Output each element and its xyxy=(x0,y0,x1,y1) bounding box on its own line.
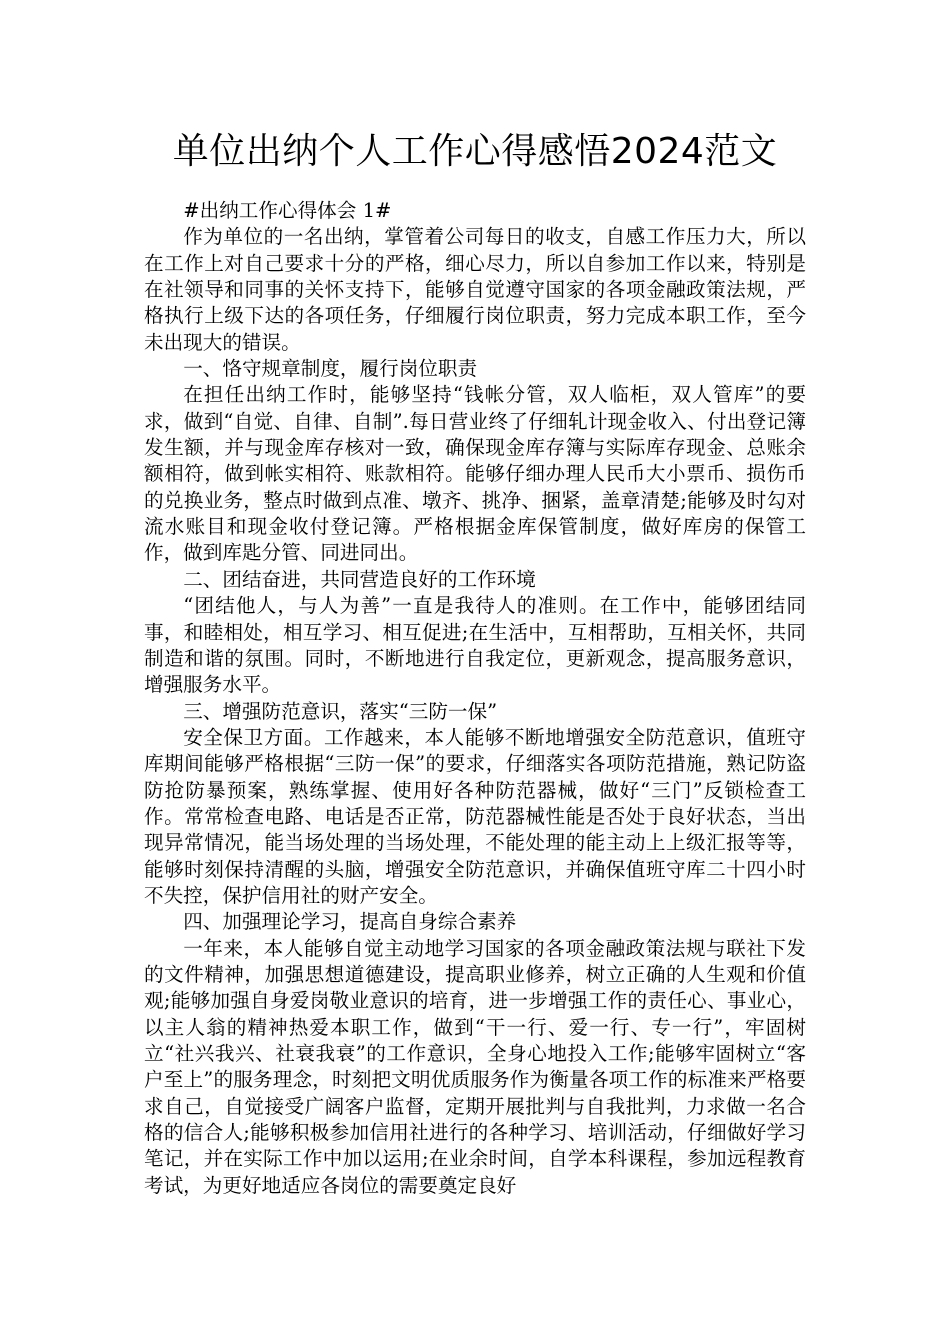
section-heading-2: 二、团结奋进，共同营造良好的工作环境 xyxy=(183,567,536,591)
document-body xyxy=(144,198,806,1199)
paragraph-heading-marker: #出纳工作心得体会 1# xyxy=(183,199,392,222)
paragraph-section-3: 安全保卫方面。工作越来，本人能够不断地增强安全防范意识，值班守库期间能够严格根据“三防一保”的要求，仔细落实各项防范措施，熟记防盗防抢防暴预案，熟练掌握、使用好各种防范器械，做好“三门”反锁检查工作。常常检查电路、电话是否正常，防范器械性能是否处于良好状态，当出现异常情况，能当场处理的当场处理，不能处理的能主动上上级汇报等等，能够时刻保持清醒的头脑，增强安全防范意识，并确保值班守库二十四小时不失控，保护信用社的财产安全。 xyxy=(144,725,806,907)
document-title: 单位出纳个人工作心得感悟2024范文 xyxy=(172,131,778,172)
paragraph-intro: 作为单位的一名出纳，掌管着公司每日的收支，自感工作压力大，所以在工作上对自己要求十分的严格，细心尽力，所以自参加工作以来，特别是在社领导和同事的关怀支持下，能够自觉遵守国家的各项金融政策法规，严格执行上级下达的各项任务，仔细履行岗位职责，努力完成本职工作，至今未出现大的错误。 xyxy=(144,225,806,354)
section-heading-3: 三、增强防范意识，落实“三防一保” xyxy=(183,699,498,723)
paragraph-section-2: “团结他人，与人为善”一直是我待人的准则。在工作中，能够团结同事，和睦相处，相互学习、相互促进;在生活中，互相帮助，互相关怀，共同制造和谐的氛围。同时，不断地进行自我定位，更新观念，提高服务意识，增强服务水平。 xyxy=(144,594,806,697)
section-heading-1: 一、恪守规章制度，履行岗位职责 xyxy=(183,357,478,381)
paragraph-section-1: 在担任出纳工作时，能够坚持“钱帐分管，双人临柜，双人管库”的要求，做到“自觉、自律、自制”.每日营业终了仔细轧计现金收入、付出登记簿发生额，并与现金库存核对一致，确保现金库存簿与实际库存现金、总账余额相符，做到帐实相符、账款相符。能够仔细办理人民币大小票币、损伤币的兑换业务，整点时做到点准、墩齐、挑净、捆紧，盖章清楚;能够及时勾对流水账目和现金收付登记簿。严格根据金库保管制度，做好库房的保管工作，做到库匙分管、同进同出。 xyxy=(144,383,806,565)
paragraph-section-4: 一年来，本人能够自觉主动地学习国家的各项金融政策法规与联社下发的文件精神，加强思想道德建设，提高职业修养，树立正确的人生观和价值观;能够加强自身爱岗敬业意识的培育，进一步增强工作的责任心、事业心，以主人翁的精神热爱本职工作，做到“干一行、爱一行、专一行”，牢固树立“社兴我兴、社衰我衰”的工作意识，全身心地投入工作;能够牢固树立“客户至上”的服务理念，时刻把文明优质服务作为衡量各项工作的标准来严格要求自己，自觉接受广阔客户监督，定期开展批判与自我批判，力求做一名合格的信合人;能够积极参加信用社进行的各种学习、培训活动，仔细做好学习笔记，并在实际工作中加以运用;在业余时间，自学本科课程，参加远程教育考试，为更好地适应各岗位的需要奠定良好 xyxy=(144,936,806,1197)
section-heading-4: 四、加强理论学习，提高自身综合素养 xyxy=(183,910,517,934)
